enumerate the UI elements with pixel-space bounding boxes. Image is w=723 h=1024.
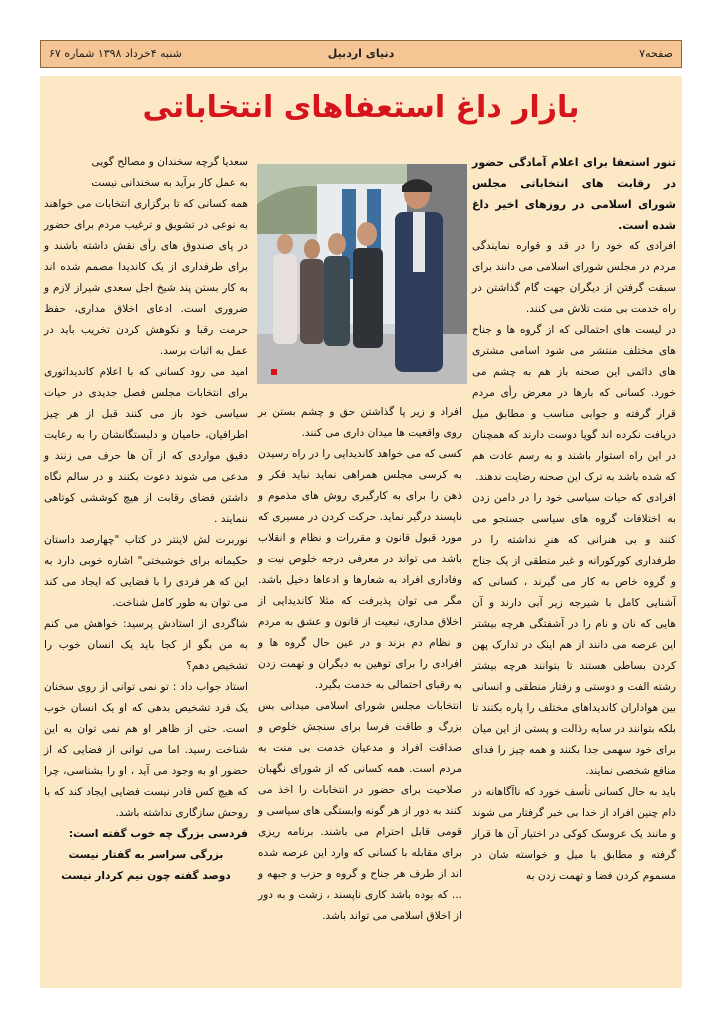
paragraph: انتخابات مجلس شورای اسلامی میدانی بس بزرگ و طاقت فرسا برای سنجش خلوص و صداقت افراد و مدعیان خدمت بی منت به مردم است. همه کسانی که از شورای نگهبان صلاحیت برای حضور در انتخابات را اخذ می کنند به دور از هر گونه وابستگی های سیاسی و قومی قابل احترام می باشند. برنامه ریزی برای مقابله با کسانی که وارد این عرصه شده اند از طرف هر جناح و گروه و حزب و جبهه و ... که بوده باشد کاری ناپسند ، زشت و به دور از اخلاق اسلامی می تواند باشد. — [258, 700, 462, 922]
page-number: صفحه۷ — [639, 47, 673, 60]
newspaper-title: دنیای اردبیل — [327, 47, 395, 60]
paragraph: استاد جواب داد : تو نمی توانی از روی سخنان یک فرد تشخیص بدهی که او یک انسان خوب است. حتی از ظاهر او هم نمی توان به این شناخت رسید. اما می توانی از فضایی که از حضور او به وجود می آید ، او را بشناسی، چرا که هیچ کس قادر نیست فضایی ایجاد کند که با روحش سازگاری نداشته باشد. — [44, 681, 248, 819]
lead-paragraph: تنور استعفا برای اعلام آمادگی حضور در رقابت های انتخاباتی مجلس شورای اسلامی در روزهای اخیر داغ شده است. — [472, 156, 676, 232]
paragraph: نوربرت لش لاینتر در کتاب "چهارصد داستان حکیمانه برای خوشبختی" اشاره خوبی دارد به این که هر فردی را با فضایی که ایجاد می کند می توان به طور کامل شناخت. — [44, 534, 248, 609]
poem-line: سعدیا گرچه سخندان و مصالح گویی — [91, 156, 248, 168]
poem-line: به عمل کار برآید به سخندانی نیست — [91, 177, 248, 189]
paragraph: شاگردی از استادش پرسید: خواهش می کنم به من بگو از کجا باید یک انسان خوب را تشخیص دهم؟ — [44, 618, 248, 672]
quote-intro: فردسی بزرگ چه خوب گفته است: — [68, 828, 248, 840]
article-panel — [40, 76, 682, 988]
quote-line: بزرگی سراسر به گفتار نیست — [68, 849, 224, 861]
column-middle — [258, 402, 462, 927]
photo-illustration — [257, 164, 467, 384]
paragraph: کسی که می خواهد کاندیدایی را در راه رسیدن به کرسی مجلس همراهی نماید نباید فکر و ذهن را برای به کارگیری روش های مذموم و ناپسند درگیر نماید. حرکت کردن در مسیری که مورد قبول قانون و مقررات و نظام و انقلاب باشد می تواند در معرفی درجه خلوص نیت و وفاداری افراد به شعارها و ادعاها دخیل باشد. مگر می توان پذیرفت که مثلا کاندیدایی از اخلاق مداری، تبعیت از قانون و عشق به مردم و نظام دم بزند و در عین حال گروه ها و افرادی را برای توهین به دیگران و تهمت زدن به رقبای احتمالی به خدمت بگیرد. — [258, 448, 462, 691]
paragraph: در لیست های احتمالی که از گروه ها و جناح های مختلف منتشر می شود اسامی مشتری های دائمی این صحنه باز هم به چشم می خورد. کسانی که بارها در معرض رأی مردم قرار گرفته و جوابی مناسب و مطابق میل دریافت نکرده اند گویا دوست دارند که همچنان در این راه استوار باشند و به رسم عادت هم که شده باشد به ترک این صحنه رضایت ندهند. — [472, 324, 676, 483]
issue-date: شنبه ۴خرداد ۱۳۹۸ شماره ۶۷ — [49, 47, 182, 60]
paragraph: افراد و زیر پا گذاشتن حق و چشم بستن بر روی واقعیت ها میدان داری می کنند. — [258, 406, 462, 439]
paragraph: امید می رود کسانی که با اعلام کاندیداتوری برای انتخابات مجلس فصل جدیدی در حیات سیاسی خود باز می کنند قبل از هر چیز اطرافیان، حامیان و دلبستگانشان را به رعایت دقیق مواردی که از آن ها حرف می زنند و مدعی می شوند دعوت بکنند و در سالم نگاه داشتن فضای رقابت از هیچ کوششی کوتاهی ننمایند . — [44, 366, 248, 525]
page-header — [40, 40, 682, 68]
paragraph: همه کسانی که تا برگزاری انتخابات می خواهند به نوعی در تشویق و ترغیب مردم برای حضور در پای صندوق های رأی نقش داشته باشند و برای طرفداری از یک کاندیدا مصمم شده اند به کار بستن پند شیخ اجل سعدی شیراز لازم و ضروری است. ادعای اخلاق مداری، حفظ حرمت رقبا و نکوهش کردن تخریب باید در عمل به اثبات برسد. — [44, 198, 248, 357]
column-left — [44, 152, 248, 887]
paragraph: افرادی که حیات سیاسی خود را در دامن زدن به اختلافات گروه های سیاسی جستجو می کنند و بی هنرانی که هنرِ نداشته را در طرفداری کورکورانه و غیر منطقی از یک جناح و گروه خاص به کار می گیرند ، کسانی که آشنایی کامل با شیرجه زیر آبی دارند و آن هایی که نان و نام را در آشفتگی هرچه بیشتر این عرصه می دانند از هم اینک در تدارک پهن کردن بساطی هستند تا بتوانند هرچه بیشتر رشته الفت و دوستی و رفتار منطقی و انسانی بین هواداران کاندیداهای مختلف را پاره بکنند تا بلکه بتوانند در سایه رذالت و پستی از این میان برای خود سهمی جدا بکنند و همه چیز را فدای منافع شخصی نمایند. — [472, 492, 676, 777]
paragraph: افرادی که خود را در قد و قواره نمایندگی مردم در مجلس شورای اسلامی می دانند برای سبقت گرفتن از دیگران جهت گام گذاشتن در راه خدمت بی منت تلاش می کنند. — [472, 240, 676, 315]
column-right — [472, 152, 676, 887]
quote-line: دوصد گفته چون نیم کردار نیست — [61, 870, 231, 882]
headline: بازار داغ استعفاهای انتخاباتی — [142, 90, 580, 125]
article-photo — [257, 164, 467, 384]
paragraph: باید به حال کسانی تأسف خورد که ناآگاهانه در دام چنین افراد از خدا بی خبر گرفتار می شوند و مانند یک عروسک کوکی در اختیار آن ها قرار گرفته و مطابق با میل و خواسته شان در مسموم کردن فضا و تهمت زدن به — [472, 786, 676, 882]
